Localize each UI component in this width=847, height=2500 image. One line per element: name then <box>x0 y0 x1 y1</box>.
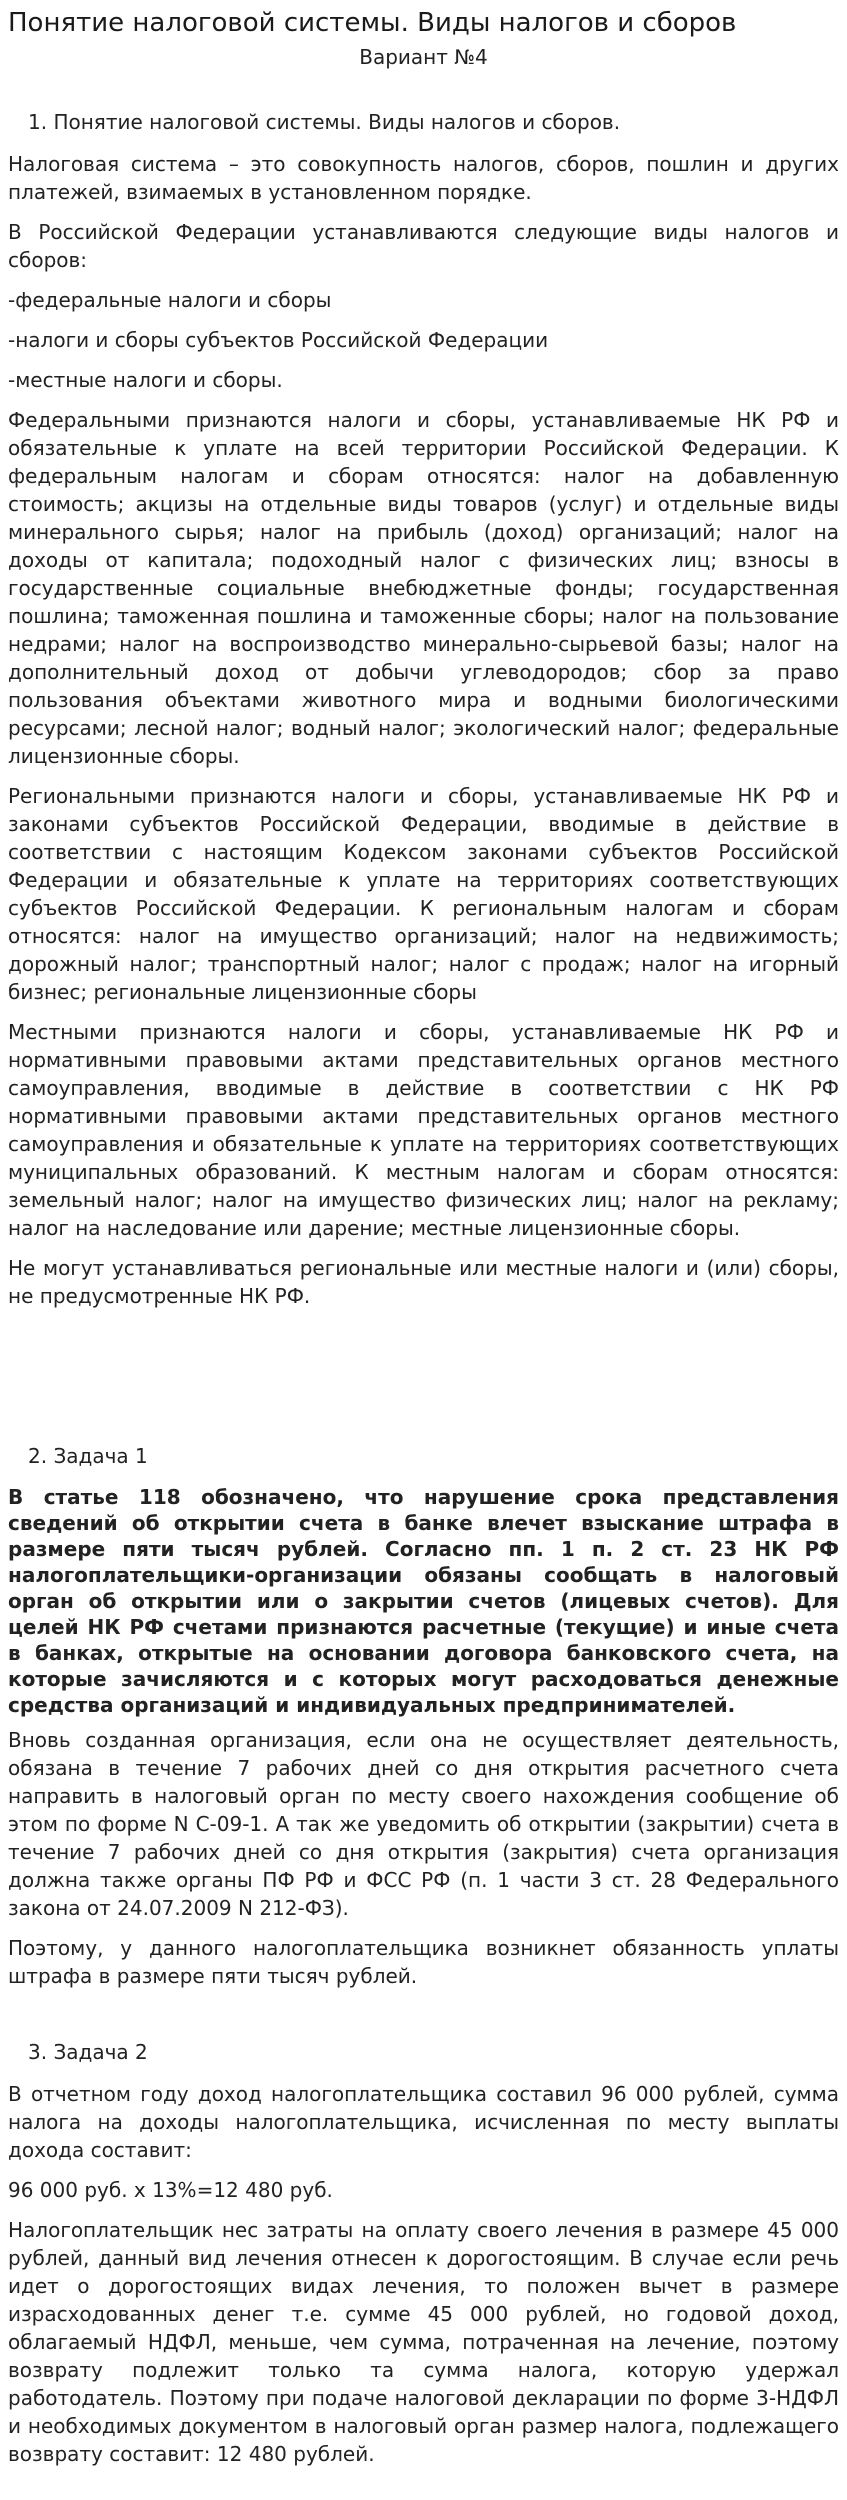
list-item: -федеральные налоги и сборы <box>8 288 332 312</box>
document-variant: Вариант №4 <box>359 45 488 69</box>
section2-paragraph: Вновь созданная организация, если она не осуществляет деятельность, обязана в течение 7 рабочих дней со дня открытия расчетного счета направить в налоговый орган по месту своего нахождения сообщение об этом по форме N С-09-1. А так же уведомить об открытии (закрытии) счета в течение 7 рабочих дней со дня открытия (закрытия) счета организация должна также органы ПФ РФ и ФСС РФ (п. 1 части 3 ст. 28 Федерального закона от 24.07.2009 N 212-ФЗ). <box>8 1728 839 1920</box>
section1-paragraph: Федеральными признаются налоги и сборы, устанавливаемые НК РФ и обязательные к уплате на всей территории Российской Федерации. К федеральным налогам и сборам относятся: налог на добавленную стоимость; акцизы на отдельные виды товаров (услуг) и отдельные виды минерального сырья; налог на прибыль (доход) организаций; налог на доходы от капитала; подоходный налог с физических лиц; взносы в государственные социальные внебюджетные фонды; государственная пошлина; таможенная пошлина и таможенные сборы; налог на пользование недрами; налог на воспроизводство минерально-сырьевой базы; налог на дополнительный доход от добычи углеводородов; сбор за право пользования объектами животного мира и водными биологическими ресурсами; лесной налог; водный налог; экологический налог; федеральные лицензионные сборы. <box>8 408 839 768</box>
section2-bold-paragraph: В статье 118 обозначено, что нарушение срока представления сведений об открытии счета в банке влечет взыскание штрафа в размере пяти тысяч рублей. Согласно пп. 1 п. 2 ст. 23 НК РФ налогоплательщики-организации обязаны сообщать в налоговый орган об открытии или о закрытии счетов (лицевых счетов). Для целей НК РФ счетами признаются расчетные (текущие) и иные счета в банках, открытые на основании договора банковского счета, на которые зачисляются и с которых могут расходоваться денежные средства организаций и индивидуальных предпринимателей. <box>8 1485 839 1717</box>
section1-paragraph: Налоговая система – это совокупность налогов, сборов, пошлин и других платежей, взимаемых в установленном порядке. <box>8 152 839 204</box>
document-title: Понятие налоговой системы. Виды налогов и сборов <box>8 8 737 38</box>
section3-paragraph: 96 000 руб. х 13%=12 480 руб. <box>8 2178 333 2202</box>
list-item: -налоги и сборы субъектов Российской Федерации <box>8 328 549 352</box>
list-item: -местные налоги и сборы. <box>8 368 283 392</box>
section1-paragraph: Местными признаются налоги и сборы, устанавливаемые НК РФ и нормативными правовыми актами представительных органов местного самоуправления, вводимые в действие в соответствии с НК РФ нормативными правовыми актами представительных органов местного самоуправления и обязательные к уплате на территориях соответствующих муниципальных образований. К местным налогам и сборам относятся: земельный налог; налог на имущество физических лиц; налог на рекламу; налог на наследование или дарение; местные лицензионные сборы. <box>8 1020 839 1240</box>
section1-heading: 1. Понятие налоговой системы. Виды налогов и сборов. <box>28 110 621 134</box>
section2-paragraph: Поэтому, у данного налогоплательщика возникнет обязанность уплаты штрафа в размере пяти тысяч рублей. <box>8 1936 839 1988</box>
section1-paragraph: В Российской Федерации устанавливаются следующие виды налогов и сборов: <box>8 220 839 272</box>
section2-heading: 2. Задача 1 <box>28 1444 148 1468</box>
section3-heading: 3. Задача 2 <box>28 2040 148 2064</box>
section1-paragraph: Региональными признаются налоги и сборы, устанавливаемые НК РФ и законами субъектов Российской Федерации, вводимые в действие в соответствии с настоящим Кодексом законами субъектов Российской Федерации и обязательные к уплате на территориях соответствующих субъектов Российской Федерации. К региональным налогам и сборам относятся: налог на имущество организаций; налог на недвижимость; дорожный налог; транспортный налог; налог с продаж; налог на игорный бизнес; региональные лицензионные сборы <box>8 784 839 1004</box>
section3-paragraph: Налогоплательщик нес затраты на оплату своего лечения в размере 45 000 рублей, данный вид лечения отнесен к дорогостоящим. В случае если речь идет о дорогостоящих видах лечения, то положен вычет в размере израсходованных денег т.е. сумме 45 000 рублей, но годовой доход, облагаемый НДФЛ, меньше, чем сумма, потраченная на лечение, поэтому возврату подлежит только та сумма налога, которую удержал работодатель. Поэтому при подаче налоговой декларации по форме 3-НДФЛ и необходимых документом в налоговый орган размер налога, подлежащего возврату составит: 12 480 рублей. <box>8 2218 839 2466</box>
section3-paragraph: В отчетном году доход налогоплательщика составил 96 000 рублей, сумма налога на доходы налогоплательщика, исчисленная по месту выплаты дохода составит: <box>8 2082 839 2162</box>
section1-paragraph: Не могут устанавливаться региональные или местные налоги и (или) сборы, не предусмотренные НК РФ. <box>8 1256 839 1308</box>
